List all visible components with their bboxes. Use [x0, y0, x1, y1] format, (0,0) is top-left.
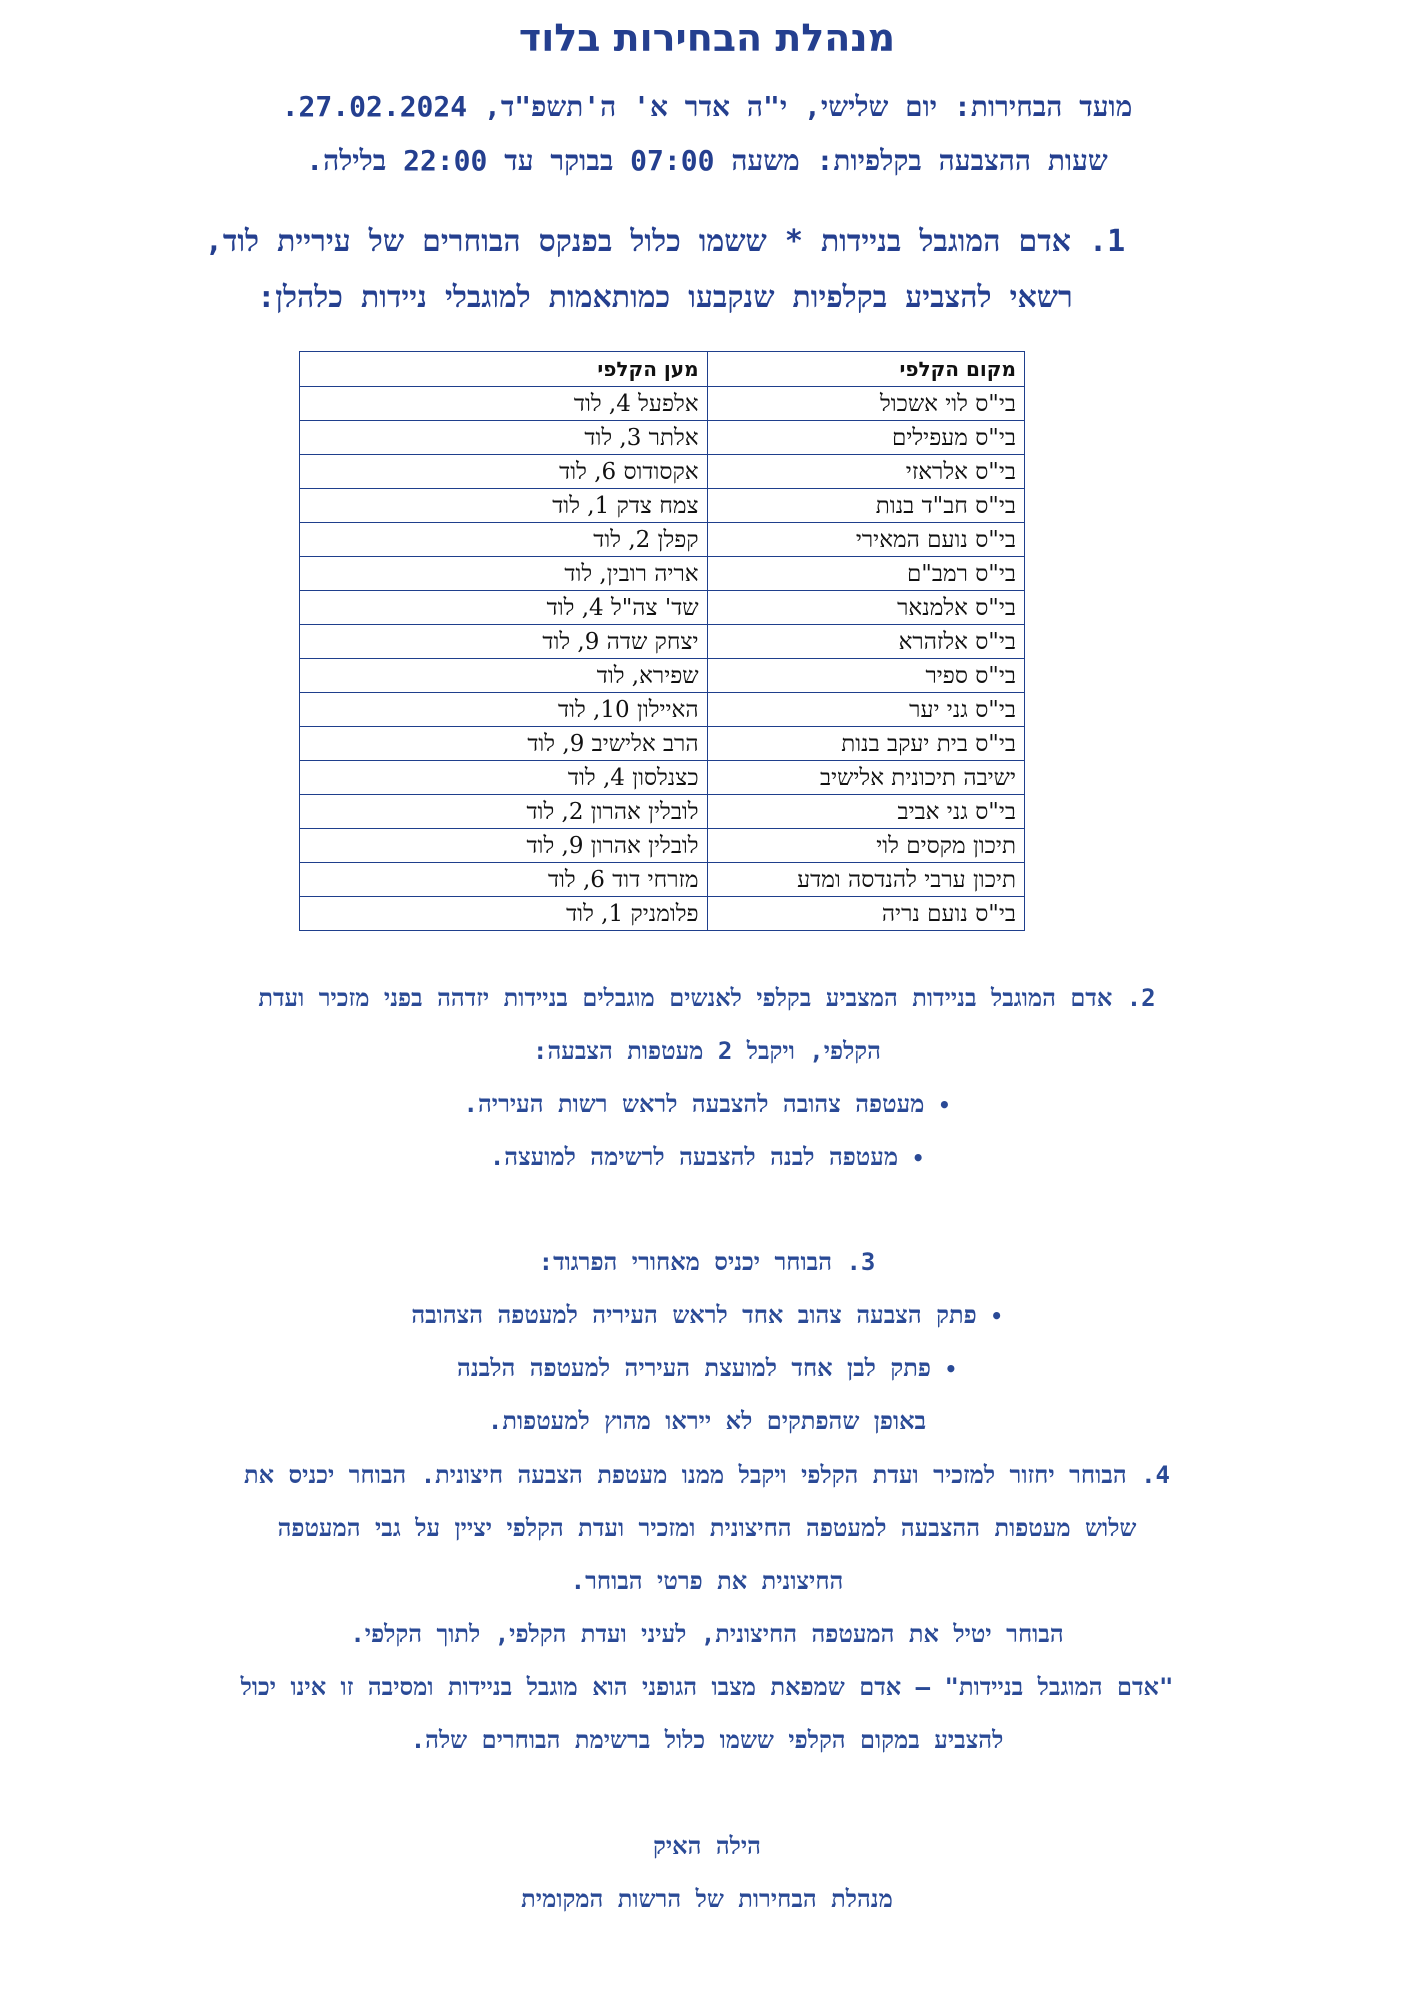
section4-line1: 4. הבוחר יחזור למזכיר ועדת הקלפי ויקבל ממנו מעטפת הצבעה חיצונית. הבוחר יכניס את: [244, 1461, 1170, 1489]
polling-place-cell: בי"ס חב"ד בנות: [707, 489, 1024, 523]
bullet-text: מעטפה לבנה להצבעה לרשימה למועצה.: [489, 1143, 899, 1171]
polling-address-cell: האיילון 10, לוד: [300, 693, 708, 727]
polling-place-cell: בי"ס נועם המאירי: [707, 523, 1024, 557]
polling-place-cell: בי"ס רמב"ם: [707, 557, 1024, 591]
polling-place-cell: בי"ס נועם נריה: [707, 897, 1024, 931]
section4-line3: החיצונית את פרטי הבוחר.: [570, 1567, 844, 1595]
bullet-icon: •: [912, 1146, 925, 1170]
table-row: [300, 387, 1025, 421]
signature-role: מנהלת הבחירות של הרשות המקומית: [521, 1885, 893, 1913]
polling-address-cell: אלפעל 4, לוד: [300, 387, 708, 421]
footnote-line2: להצביע במקום הקלפי ששמו כלול ברשימת הבוחרים שלה.: [410, 1726, 1004, 1754]
table-row: [300, 761, 1025, 795]
bullet-icon: •: [944, 1357, 957, 1381]
polling-address-cell: קפלן 2, לוד: [300, 523, 708, 557]
polling-place-cell: בי"ס אלזהרא: [707, 625, 1024, 659]
polling-address-cell: אריה רובין, לוד: [300, 557, 708, 591]
bullet-icon: •: [990, 1304, 1003, 1328]
section3-bullet2: [20, 1354, 1394, 1383]
polling-address-cell: כצנלסון 4, לוד: [300, 761, 708, 795]
bullet-icon: •: [938, 1093, 951, 1117]
polling-place-cell: בי"ס אלמנאר: [707, 591, 1024, 625]
bullet-text: מעטפה צהובה להצבעה לראש רשות העיריה.: [463, 1090, 925, 1118]
column-header-place: מקום הקלפי: [707, 352, 1024, 387]
table-row: [300, 693, 1025, 727]
section2-bullet2: [20, 1143, 1394, 1172]
section2-line2: הקלפי, ויקבל 2 מעטפות הצבעה:: [533, 1037, 881, 1065]
table-row: [300, 421, 1025, 455]
bullet-text: פתק הצבעה צהוב אחד לראש העיריה למעטפה הצהובה: [411, 1301, 977, 1329]
polling-stations-table: [299, 351, 1025, 931]
polling-address-cell: הרב אלישיב 9, לוד: [300, 727, 708, 761]
section3-line2: באופן שהפתקים לא ייראו מהוץ למעטפות.: [487, 1407, 927, 1435]
polling-address-cell: פלומניק 1, לוד: [300, 897, 708, 931]
election-date: מועד הבחירות: יום שלישי, י"ה אדר א' ה'תשפ"ד, 27.02.2024.: [281, 90, 1133, 123]
section1-line1: 1. אדם המוגבל בניידות * ששמו כלול בפנקס הבוחרים של עיריית לוד,: [204, 224, 1126, 259]
voting-hours: שעות ההצבעה בקלפיות: משעה 07:00 בבוקר עד 22:00 בלילה.: [306, 144, 1108, 177]
table-row: [300, 591, 1025, 625]
table-row: [300, 489, 1025, 523]
table-row: [300, 557, 1025, 591]
bullet-text: פתק לבן אחד למועצת העיריה למעטפה הלבנה: [457, 1354, 931, 1382]
page-title: מנהלת הבחירות בלוד: [518, 16, 896, 60]
table-row: [300, 523, 1025, 557]
polling-address-cell: אלתר 3, לוד: [300, 421, 708, 455]
polling-place-cell: בי"ס גני אביב: [707, 795, 1024, 829]
polling-address-cell: מזרחי דוד 6, לוד: [300, 863, 708, 897]
signature-name: הילה האיק: [653, 1832, 761, 1860]
polling-place-cell: בי"ס לוי אשכול: [707, 387, 1024, 421]
table-row: [300, 863, 1025, 897]
polling-place-cell: ישיבה תיכונית אלישיב: [707, 761, 1024, 795]
section4-line4: הבוחר יטיל את המעטפה החיצונית, לעיני ועדת הקלפי, לתוך הקלפי.: [350, 1620, 1064, 1648]
footnote-line1: "אדם המוגבל בניידות" – אדם שמפאת מצבו הגופני הוא מוגבל בניידות ומסיבה זו אינו יכול: [240, 1673, 1174, 1701]
column-header-address: מען הקלפי: [300, 352, 708, 387]
polling-place-cell: בי"ס אלראזי: [707, 455, 1024, 489]
table-row: [300, 727, 1025, 761]
table-header-row: [300, 352, 1025, 387]
polling-place-cell: תיכון מקסים לוי: [707, 829, 1024, 863]
polling-place-cell: בי"ס מעפילים: [707, 421, 1024, 455]
polling-address-cell: שד' צה"ל 4, לוד: [300, 591, 708, 625]
section3-line1: 3. הבוחר יכניס מאחורי הפרגוד:: [538, 1248, 876, 1276]
section1-line2: רשאי להצביע בקלפיות שנקבעו כמותאמות למוגבלי ניידות כלהלן:: [257, 280, 1073, 315]
table-row: [300, 897, 1025, 931]
polling-address-cell: יצחק שדה 9, לוד: [300, 625, 708, 659]
polling-place-cell: בי"ס בית יעקב בנות: [707, 727, 1024, 761]
polling-address-cell: שפירא, לוד: [300, 659, 708, 693]
table-row: [300, 829, 1025, 863]
polling-address-cell: לובלין אהרון 2, לוד: [300, 795, 708, 829]
polling-place-cell: בי"ס גני יער: [707, 693, 1024, 727]
table-body: [300, 387, 1025, 931]
table-row: [300, 625, 1025, 659]
section2-line1: 2. אדם המוגבל בניידות המצביע בקלפי לאנשים מוגבלים בניידות יזדהה בפני מזכיר ועדת: [258, 984, 1156, 1012]
section4-line2: שלוש מעטפות ההצבעה למעטפה החיצונית ומזכיר ועדת הקלפי יציין על גבי המעטפה: [277, 1514, 1137, 1542]
polling-place-cell: תיכון ערבי להנדסה ומדע: [707, 863, 1024, 897]
polling-address-cell: לובלין אהרון 9, לוד: [300, 829, 708, 863]
section3-bullet1: [20, 1301, 1394, 1330]
table-row: [300, 659, 1025, 693]
polling-place-cell: בי"ס ספיר: [707, 659, 1024, 693]
table-row: [300, 455, 1025, 489]
table-row: [300, 795, 1025, 829]
polling-address-cell: צמח צדק 1, לוד: [300, 489, 708, 523]
polling-address-cell: אקסודוס 6, לוד: [300, 455, 708, 489]
section2-bullet1: [20, 1090, 1394, 1119]
